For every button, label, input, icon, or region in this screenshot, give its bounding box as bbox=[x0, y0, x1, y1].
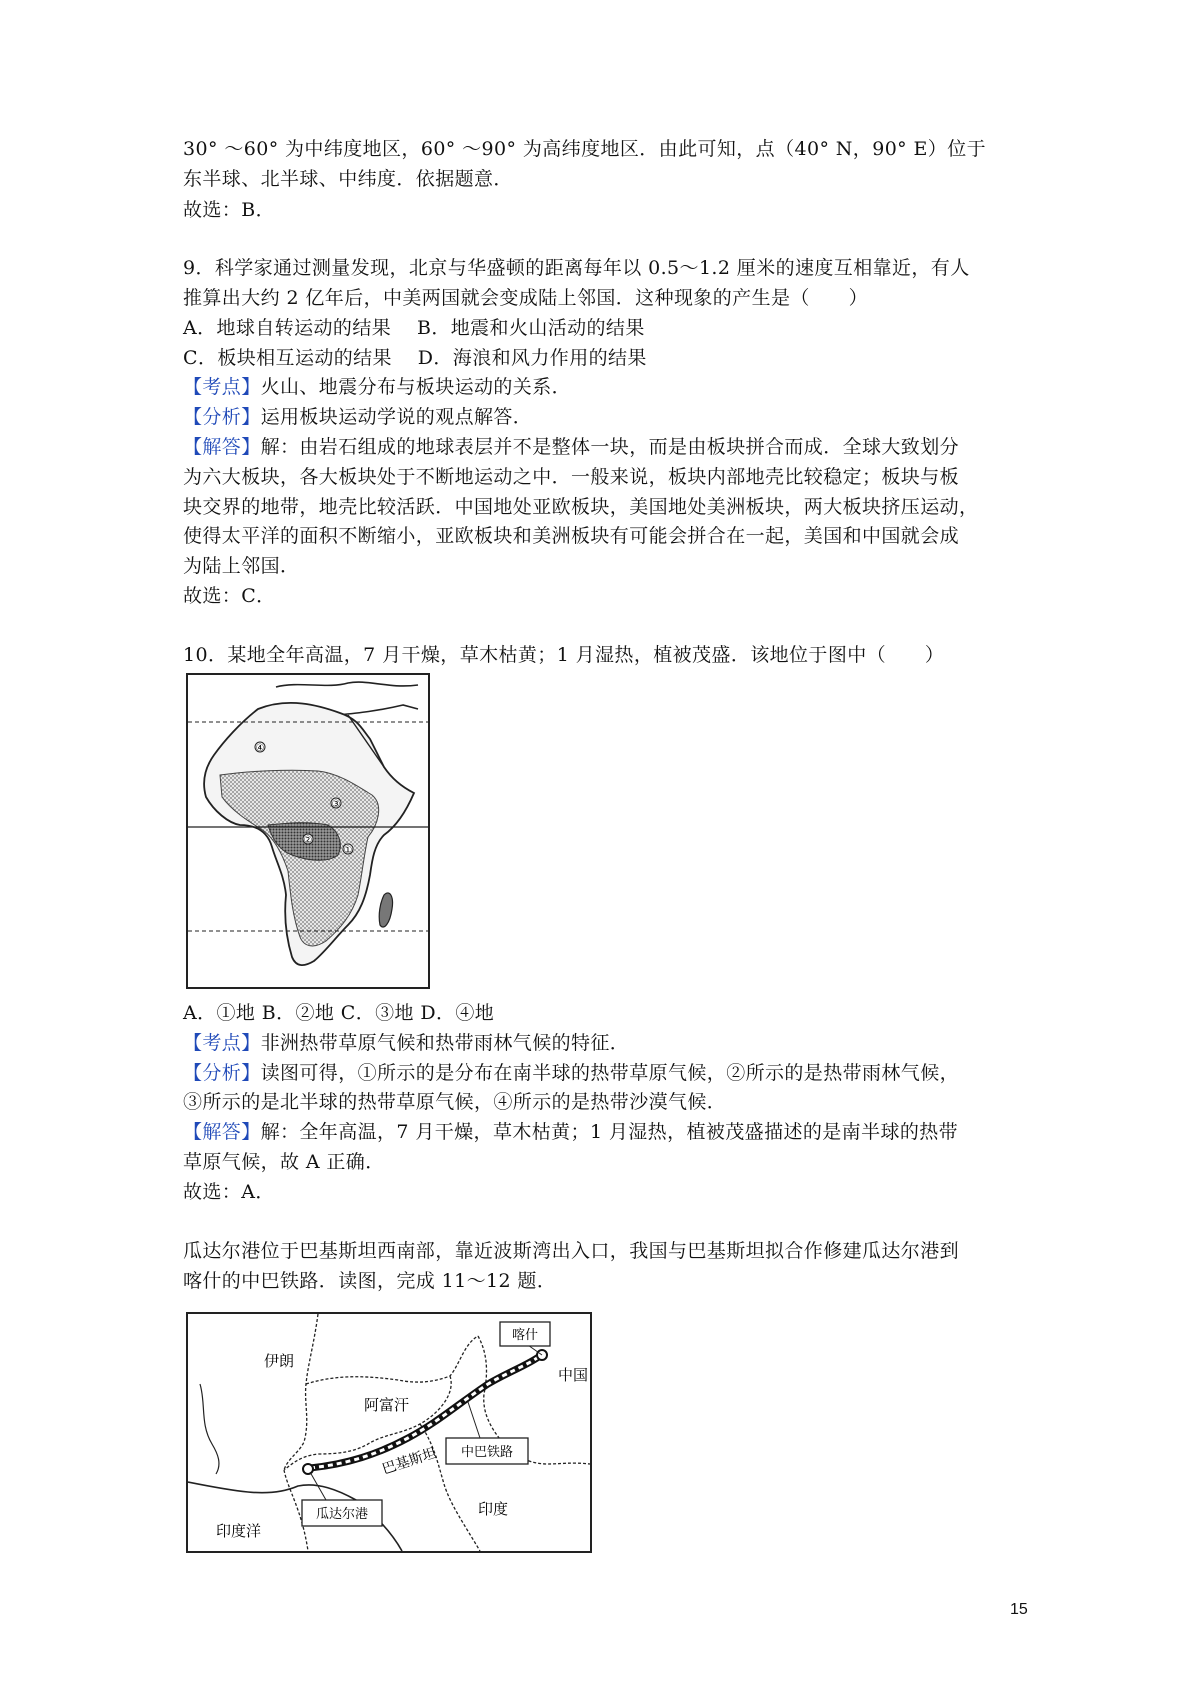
text-line: 为六大板块，各大板块处于不断地运动之中．一般来说，板块内部地壳比较稳定；板块与板 bbox=[183, 466, 960, 488]
fenxi-tag: 【分析】 bbox=[183, 1062, 261, 1084]
question-9-options-cd: C．板块相互运动的结果 D．海浪和风力作用的结果 bbox=[183, 347, 647, 369]
railway-map-svg bbox=[188, 1314, 590, 1551]
question-10-fenxi: 【分析】读图可得，①所示的是分布在南半球的热带草原气候，②所示的是热带雨林气候， bbox=[183, 1062, 960, 1084]
label-pakistan: 巴基斯坦 bbox=[380, 1445, 439, 1478]
china-pakistan-railway-map bbox=[186, 1312, 592, 1553]
kaodian-tag: 【考点】 bbox=[183, 1032, 261, 1054]
text-line: 30° ～60° 为中纬度地区，60° ～90° 为高纬度地区．由此可知，点（40° N，90° E）位于 bbox=[183, 138, 986, 160]
text-line: 草原气候，故 A 正确． bbox=[183, 1151, 385, 1173]
gulf-coast bbox=[200, 1384, 219, 1474]
question-10-options: A．①地 B．②地 C．③地 D．④地 bbox=[183, 1002, 495, 1024]
question-9-fenxi: 【分析】运用板块运动学说的观点解答． bbox=[183, 406, 533, 428]
callout-leader bbox=[468, 1402, 480, 1438]
passage-line: 喀什的中巴铁路．读图，完成 11～12 题． bbox=[183, 1270, 557, 1292]
label-gwadar: 瓜达尔港 bbox=[315, 1507, 369, 1522]
answer-line: 故选：B． bbox=[183, 199, 275, 221]
question-9-options-ab: A．地球自转运动的结果 B．地震和火山活动的结果 bbox=[183, 317, 645, 339]
text-line: 使得太平洋的面积不断缩小，亚欧板块和美洲板块有可能会拼合在一起，美国和中国就会成 bbox=[183, 525, 960, 547]
passage-line: 瓜达尔港位于巴基斯坦西南部，靠近波斯湾出入口，我国与巴基斯坦拟合作修建瓜达尔港到 bbox=[183, 1240, 960, 1262]
jieda-tag: 【解答】 bbox=[183, 436, 261, 458]
kaodian-tag: 【考点】 bbox=[183, 376, 261, 398]
question-10-stem: 10．某地全年高温，7 月干燥，草木枯黄；1 月湿热，植被茂盛．该地位于图中（ ） bbox=[183, 644, 945, 666]
text-line: ③所示的是北半球的热带草原气候，④所示的是热带沙漠气候． bbox=[183, 1091, 727, 1113]
marker-4-label: ④ bbox=[255, 743, 265, 754]
gwadar-point bbox=[303, 1464, 313, 1474]
question-9-jieda: 【解答】解：由岩石组成的地球表层并不是整体一块，而是由板块拼合而成．全球大致划分 bbox=[183, 436, 960, 458]
label-afghanistan: 阿富汗 bbox=[364, 1396, 410, 1414]
question-10-jieda: 【解答】解：全年高温，7 月干燥，草木枯黄；1 月湿热，植被茂盛描述的是南半球的热带 bbox=[183, 1121, 959, 1143]
marker-1-label: ① bbox=[343, 845, 353, 856]
label-iran: 伊朗 bbox=[264, 1352, 295, 1370]
africa-map-svg bbox=[188, 675, 428, 987]
jieda-tag: 【解答】 bbox=[183, 1121, 261, 1143]
marker-2-label: ② bbox=[303, 835, 313, 846]
text-line: 块交界的地带，地壳比较活跃．中国地处亚欧板块，美国地处美洲板块，两大板块挤压运动， bbox=[183, 496, 979, 518]
question-9-stem: 推算出大约 2 亿年后，中美两国就会变成陆上邻国．这种现象的产生是（ ） bbox=[183, 287, 868, 309]
marker-3-label: ③ bbox=[331, 799, 341, 810]
africa-climate-map bbox=[186, 673, 430, 989]
page-number: 15 bbox=[1010, 1601, 1028, 1618]
label-kashgar: 喀什 bbox=[511, 1328, 539, 1343]
answer-line: 故选：C． bbox=[183, 585, 276, 607]
question-9-stem: 9．科学家通过测量发现，北京与华盛顿的距离每年以 0.5～1.2 厘米的速度互相靠近，有人 bbox=[183, 257, 970, 279]
label-railway: 中巴铁路 bbox=[460, 1445, 514, 1460]
callout-leader bbox=[310, 1472, 326, 1500]
label-india: 印度 bbox=[478, 1500, 509, 1518]
savanna-zone bbox=[220, 770, 379, 946]
label-indian-ocean: 印度洋 bbox=[216, 1522, 262, 1540]
question-9-kaodian: 【考点】火山、地震分布与板块运动的关系． bbox=[183, 376, 572, 398]
text-line: 东半球、北半球、中纬度．依据题意． bbox=[183, 168, 513, 190]
fenxi-tag: 【分析】 bbox=[183, 406, 261, 428]
question-10-kaodian: 【考点】非洲热带草原气候和热带雨林气候的特征． bbox=[183, 1032, 630, 1054]
label-china: 中国 bbox=[558, 1366, 589, 1384]
answer-line: 故选：A． bbox=[183, 1181, 275, 1203]
text-line: 为陆上邻国． bbox=[183, 555, 300, 577]
madagascar bbox=[379, 893, 392, 927]
